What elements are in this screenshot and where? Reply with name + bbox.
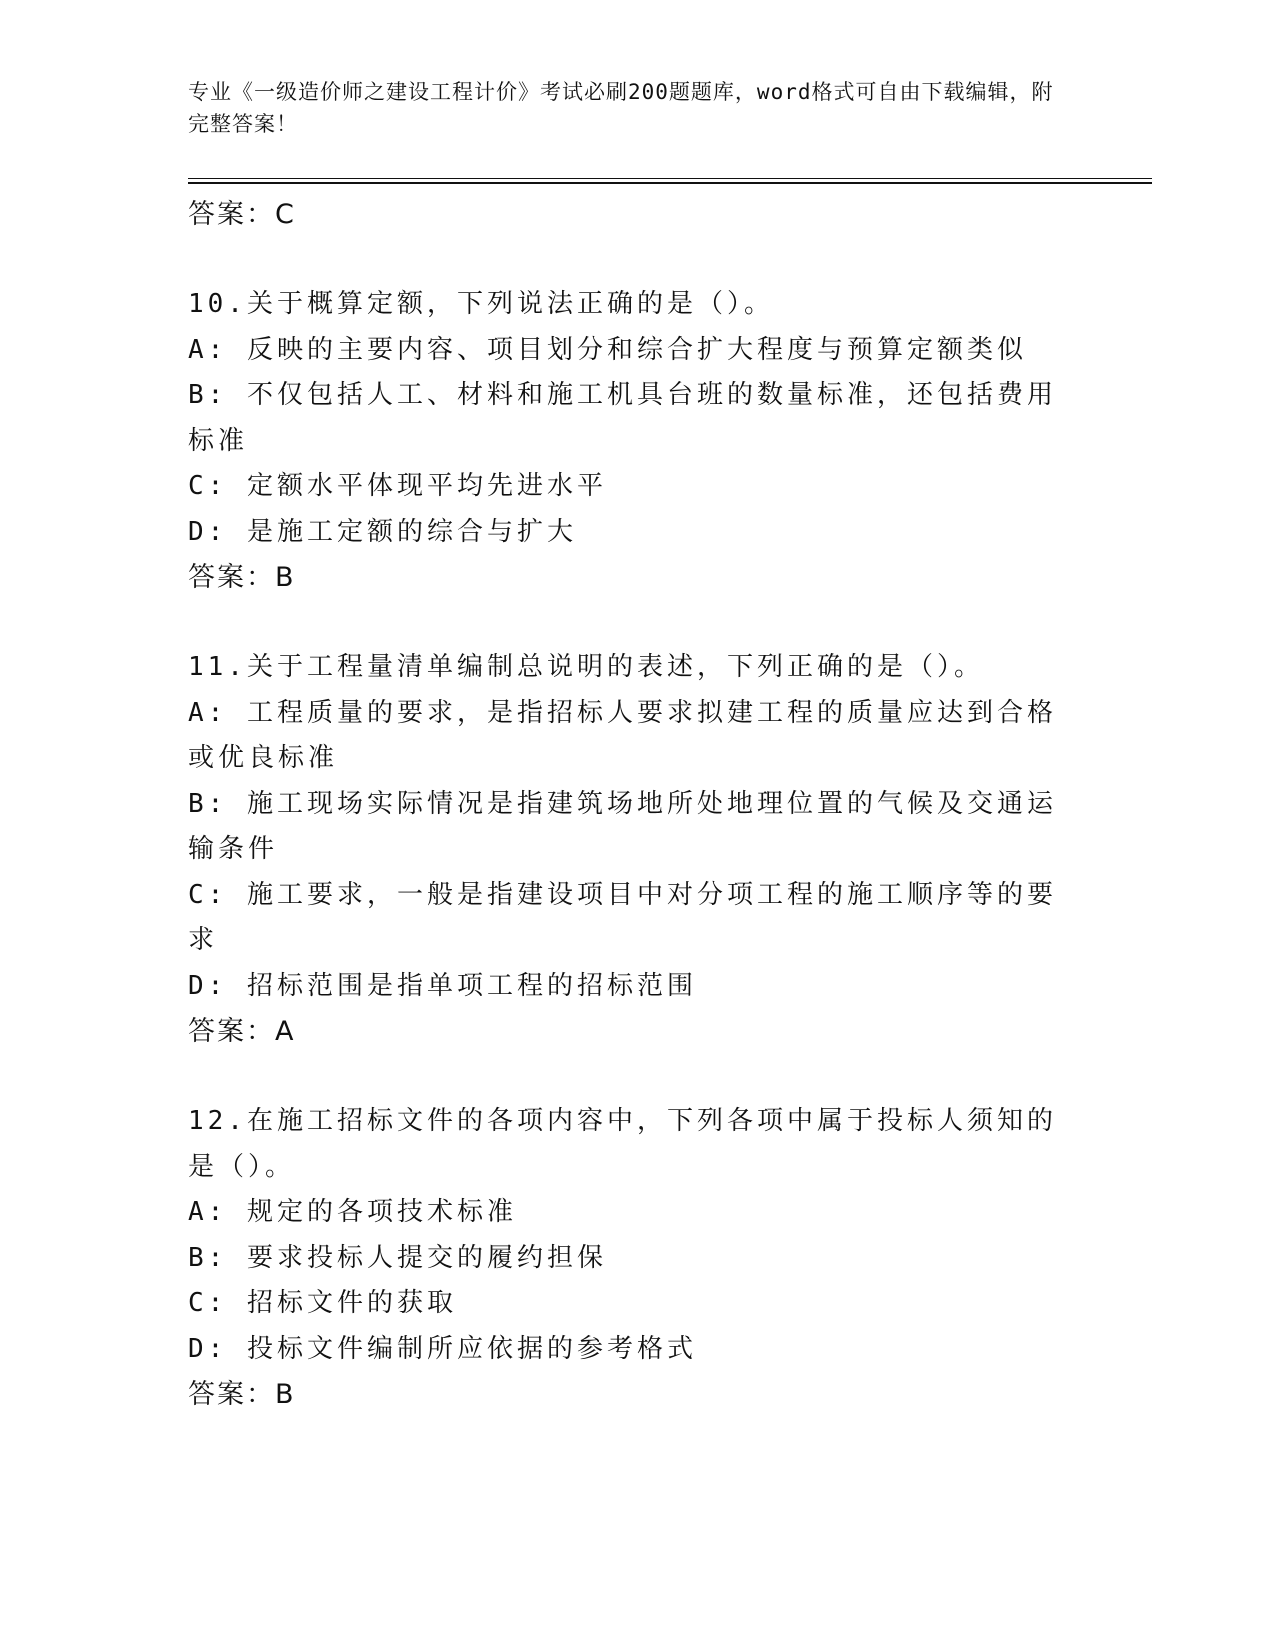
answer: 答案：B <box>188 1379 296 1410</box>
option-c: C: 定额水平体现平均先进水平 <box>188 471 607 501</box>
header-divider-thin <box>188 178 1152 179</box>
spacer <box>188 601 1078 645</box>
question-stem: 10.关于概算定额，下列说法正确的是（）。 <box>188 289 774 319</box>
option-b: B: 不仅包括人工、材料和施工机具台班的数量标准，还包括费用标准 <box>188 380 1057 456</box>
option-a: A: 工程质量的要求，是指招标人要求拟建工程的质量应达到合格或优良标准 <box>188 697 1057 773</box>
answer: 答案：A <box>188 1016 296 1047</box>
question-list <box>188 192 1078 1418</box>
spacer <box>188 238 1078 282</box>
option-a: A: 规定的各项技术标准 <box>188 1197 517 1227</box>
option-d: D: 投标文件编制所应依据的参考格式 <box>188 1333 697 1364</box>
question-10 <box>188 282 1078 601</box>
option-d: D: 是施工定额的综合与扩大 <box>188 516 577 547</box>
spacer <box>188 1055 1078 1099</box>
answer: 答案：B <box>188 562 296 593</box>
option-b: B: 要求投标人提交的履约担保 <box>188 1242 607 1273</box>
question-stem: 12.在施工招标文件的各项内容中，下列各项中属于投标人须知的是（）。 <box>188 1106 1057 1182</box>
document-header: 专业《一级造价师之建设工程计价》考试必刷200题题库，word格式可自由下载编辑，附完整答案！ <box>188 80 1054 136</box>
option-b: B: 施工现场实际情况是指建筑场地所处地理位置的气候及交通运输条件 <box>188 788 1057 864</box>
question-12 <box>188 1099 1078 1418</box>
option-a: A: 反映的主要内容、项目划分和综合扩大程度与预算定额类似 <box>188 334 1027 365</box>
previous-answer: 答案：C <box>188 199 296 230</box>
option-c: C: 施工要求，一般是指建设项目中对分项工程的施工顺序等的要求 <box>188 879 1057 955</box>
question-stem: 11.关于工程量清单编制总说明的表述，下列正确的是（）。 <box>188 652 984 682</box>
option-d: D: 招标范围是指单项工程的招标范围 <box>188 970 697 1001</box>
option-c: C: 招标文件的获取 <box>188 1288 457 1318</box>
header-divider-thick <box>188 182 1152 184</box>
question-11 <box>188 645 1078 1055</box>
